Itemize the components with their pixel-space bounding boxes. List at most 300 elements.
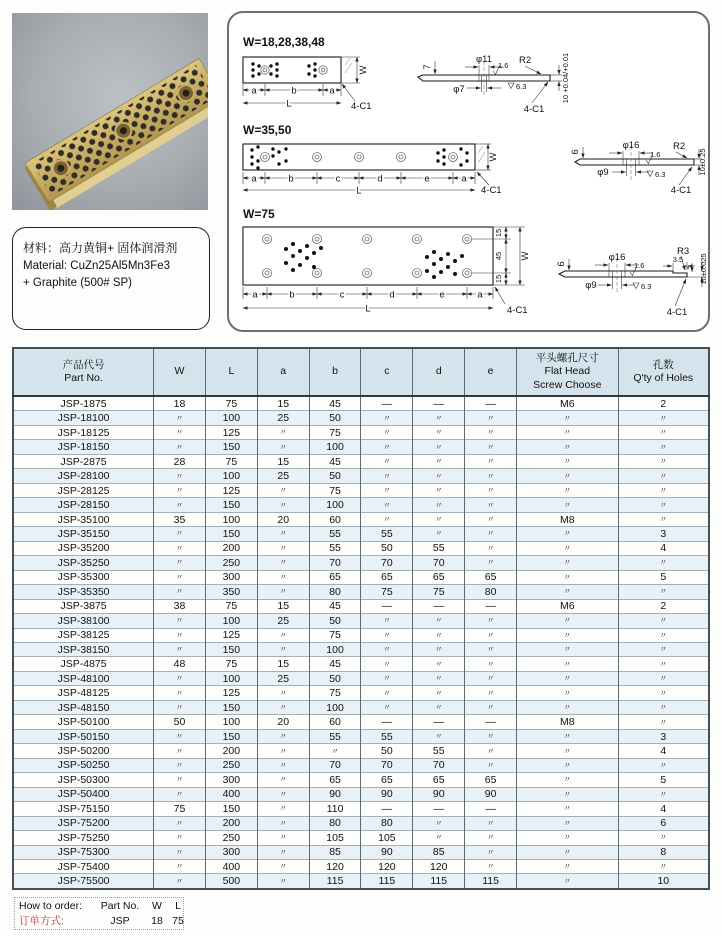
column-header: W — [154, 348, 206, 396]
table-cell: JSP-48125 — [13, 686, 154, 700]
table-row — [13, 614, 709, 628]
table-cell: 125 — [205, 483, 257, 497]
finish-6-3-label: 6.3 — [516, 82, 527, 91]
table-cell: 75 — [154, 802, 206, 816]
table-cell: 〃 — [257, 556, 309, 570]
parts-table-header-row — [13, 348, 709, 396]
column-header: L — [205, 348, 257, 396]
table-row — [13, 686, 709, 700]
width-label: W — [358, 65, 369, 75]
product-photo — [12, 13, 208, 210]
chamfer-label: 4-C1 — [666, 307, 688, 318]
table-cell: 50 — [309, 469, 361, 483]
table-cell: 100 — [309, 642, 361, 656]
table-cell: 125 — [205, 686, 257, 700]
dim-d: d — [377, 173, 383, 185]
table-cell: 〃 — [361, 425, 413, 439]
table-cell: 4 — [618, 744, 709, 758]
table-row — [13, 802, 709, 816]
table-cell: JSP-38100 — [13, 614, 154, 628]
table-cell: 〃 — [361, 498, 413, 512]
table-cell: 〃 — [465, 686, 517, 700]
table-cell: 〃 — [517, 585, 619, 599]
table-cell: 〃 — [465, 671, 517, 685]
table-cell: 〃 — [361, 671, 413, 685]
table-cell: 75 — [205, 454, 257, 468]
table-cell: 〃 — [257, 541, 309, 555]
table-cell: 50 — [309, 614, 361, 628]
table-row — [13, 440, 709, 454]
section2-title: W=35,50 — [243, 123, 292, 137]
table-cell: 125 — [205, 425, 257, 439]
table-cell: 200 — [205, 541, 257, 555]
counterbore-dia-label: φ16 — [608, 252, 626, 263]
table-cell: — — [413, 715, 465, 729]
table-cell: 〃 — [618, 758, 709, 772]
table-cell: 25 — [257, 469, 309, 483]
table-cell: 150 — [205, 498, 257, 512]
table-cell: 55 — [413, 541, 465, 555]
table-cell: 75 — [361, 585, 413, 599]
table-cell: JSP-75250 — [13, 831, 154, 845]
table-cell: 〃 — [465, 758, 517, 772]
table-cell: 〃 — [257, 845, 309, 859]
table-cell: 〃 — [154, 758, 206, 772]
table-cell: 80 — [309, 816, 361, 830]
table-cell: 〃 — [154, 845, 206, 859]
table-cell: — — [361, 715, 413, 729]
table-cell: 〃 — [465, 729, 517, 743]
table-cell: 150 — [205, 729, 257, 743]
table-cell: 65 — [465, 773, 517, 787]
material-note — [12, 227, 210, 330]
column-header: e — [465, 348, 517, 396]
finish-1-6-label: 1.6 — [498, 61, 509, 70]
table-cell: — — [465, 599, 517, 613]
table-row — [13, 556, 709, 570]
table-cell: 〃 — [257, 744, 309, 758]
table-cell: 〃 — [517, 642, 619, 656]
table-cell: 60 — [309, 715, 361, 729]
table-cell: 60 — [309, 512, 361, 526]
table-row — [13, 758, 709, 772]
table-cell: 〃 — [413, 483, 465, 497]
table-cell: 〃 — [154, 541, 206, 555]
table-cell: 〃 — [257, 642, 309, 656]
table-cell: 〃 — [618, 700, 709, 714]
table-cell: 〃 — [413, 657, 465, 671]
table-cell: 〃 — [465, 541, 517, 555]
table-cell: 〃 — [154, 787, 206, 801]
table-row — [13, 715, 709, 729]
table-cell: — — [361, 802, 413, 816]
table-cell: 100 — [205, 411, 257, 425]
table-cell: 100 — [309, 700, 361, 714]
table-cell: 115 — [309, 874, 361, 889]
table-cell: 〃 — [154, 498, 206, 512]
table-cell: 〃 — [154, 469, 206, 483]
finish-6-3-label: 6.3 — [641, 282, 652, 291]
table-row — [13, 845, 709, 859]
table-cell: 〃 — [154, 440, 206, 454]
table-cell: 150 — [205, 802, 257, 816]
table-cell: 〃 — [618, 628, 709, 642]
table-cell: 〃 — [257, 758, 309, 772]
table-cell: JSP-18150 — [13, 440, 154, 454]
table-row — [13, 787, 709, 801]
table-row — [13, 700, 709, 714]
table-cell: 〃 — [618, 512, 709, 526]
table-row — [13, 729, 709, 743]
order-row2-label: 订单方式: — [19, 914, 64, 927]
table-cell: 〃 — [413, 454, 465, 468]
table-cell: — — [465, 802, 517, 816]
side-dim-45: 45 — [494, 251, 503, 261]
table-cell: 〃 — [618, 411, 709, 425]
table-cell: 〃 — [465, 425, 517, 439]
table-cell: 〃 — [465, 469, 517, 483]
table-cell: JSP-35200 — [13, 541, 154, 555]
table-cell: 〃 — [154, 816, 206, 830]
table-cell: 55 — [309, 541, 361, 555]
table-cell: 125 — [205, 628, 257, 642]
dim-e: e — [424, 173, 430, 185]
table-cell: JSP-35350 — [13, 585, 154, 599]
chamfer-label: 4-C1 — [481, 185, 502, 196]
order-row2-w: 18 — [151, 914, 163, 927]
section1-title: W=18,28,38,48 — [243, 35, 325, 49]
table-cell: JSP-28125 — [13, 483, 154, 497]
table-cell: 〃 — [618, 831, 709, 845]
edge-dim-label: 6 — [556, 261, 567, 267]
table-cell: 〃 — [309, 744, 361, 758]
table-cell: 55 — [361, 729, 413, 743]
table-cell: 〃 — [154, 686, 206, 700]
dim-b: b — [291, 85, 297, 97]
table-cell: 〃 — [413, 671, 465, 685]
table-cell: 〃 — [465, 440, 517, 454]
table-cell: 〃 — [465, 556, 517, 570]
step-width-label: 3.5 — [672, 255, 684, 264]
drawing-section-2 — [243, 123, 707, 197]
table-cell: 〃 — [257, 498, 309, 512]
dim-a2: a — [329, 85, 335, 97]
table-cell: 120 — [309, 860, 361, 874]
table-cell: 115 — [465, 874, 517, 889]
table-cell: — — [413, 599, 465, 613]
table-cell: 115 — [413, 874, 465, 889]
table-cell: 〃 — [154, 860, 206, 874]
table-row — [13, 671, 709, 685]
table-cell: 70 — [413, 758, 465, 772]
parts-table-grid — [12, 347, 710, 890]
table-cell: 105 — [361, 831, 413, 845]
table-cell: 75 — [413, 585, 465, 599]
table-cell: 〃 — [517, 527, 619, 541]
table-cell: 45 — [309, 454, 361, 468]
table-cell: 〃 — [465, 628, 517, 642]
table-cell: 48 — [154, 657, 206, 671]
table-cell: 〃 — [257, 686, 309, 700]
table-cell: 70 — [361, 758, 413, 772]
table-cell: 150 — [205, 642, 257, 656]
table-cell: 〃 — [465, 860, 517, 874]
side-dim-15-bottom: 15 — [494, 274, 503, 284]
table-cell: 500 — [205, 874, 257, 889]
table-row — [13, 816, 709, 830]
table-cell: 250 — [205, 831, 257, 845]
dim-a1: a — [251, 173, 257, 185]
table-cell: 〃 — [517, 773, 619, 787]
table-cell: 〃 — [257, 816, 309, 830]
edge-dim-label: 7 — [422, 64, 433, 70]
table-row — [13, 498, 709, 512]
table-cell: 〃 — [257, 527, 309, 541]
table-cell: 〃 — [465, 411, 517, 425]
table-cell: 〃 — [154, 831, 206, 845]
table-cell: 〃 — [154, 527, 206, 541]
table-cell: M6 — [517, 599, 619, 613]
table-cell: JSP-75300 — [13, 845, 154, 859]
counterbore-dia-label: φ16 — [622, 140, 640, 151]
table-cell: 〃 — [618, 671, 709, 685]
table-cell: 35 — [154, 512, 206, 526]
table-cell: 〃 — [517, 729, 619, 743]
table-cell: 〃 — [517, 570, 619, 584]
table-cell: 90 — [465, 787, 517, 801]
table-cell: 20 — [257, 512, 309, 526]
table-cell: 〃 — [154, 425, 206, 439]
table-cell: 400 — [205, 860, 257, 874]
step-height-label: 2 — [682, 264, 691, 270]
table-cell: 100 — [309, 498, 361, 512]
table-cell: 400 — [205, 787, 257, 801]
table-cell: 18 — [154, 396, 206, 411]
table-cell: JSP-48100 — [13, 671, 154, 685]
table-cell: 75 — [309, 686, 361, 700]
table-cell: 〃 — [257, 831, 309, 845]
radius-label: R2 — [519, 55, 532, 66]
table-cell: 〃 — [154, 614, 206, 628]
table-cell: 105 — [309, 831, 361, 845]
table-cell: 〃 — [618, 657, 709, 671]
radius-label: R3 — [677, 246, 690, 257]
table-cell: 〃 — [154, 411, 206, 425]
table-cell: 〃 — [154, 700, 206, 714]
table-cell: 〃 — [465, 498, 517, 512]
table-cell: 90 — [361, 787, 413, 801]
table-cell: 〃 — [361, 628, 413, 642]
table-cell: 〃 — [361, 512, 413, 526]
table-row — [13, 628, 709, 642]
table-cell: 〃 — [413, 411, 465, 425]
table-cell: 50 — [154, 715, 206, 729]
table-cell: 〃 — [257, 425, 309, 439]
table-cell: 250 — [205, 758, 257, 772]
table-cell: 〃 — [517, 657, 619, 671]
table-cell: JSP-28150 — [13, 498, 154, 512]
order-info-box — [14, 897, 184, 930]
table-cell: 〃 — [618, 454, 709, 468]
hole-dia-label: φ9 — [585, 280, 597, 291]
table-cell: 45 — [309, 396, 361, 411]
table-cell: 65 — [361, 773, 413, 787]
material-line-zh: 材料：高力黄铜+ 固体润滑剂 — [23, 241, 178, 255]
table-cell: 〃 — [257, 860, 309, 874]
width-label: W — [520, 251, 531, 261]
table-cell: 〃 — [257, 628, 309, 642]
drawing-section-1 — [243, 35, 570, 115]
table-cell: 〃 — [465, 527, 517, 541]
table-cell: JSP-35250 — [13, 556, 154, 570]
table-row — [13, 831, 709, 845]
table-cell: — — [361, 396, 413, 411]
dim-a1: a — [252, 289, 258, 301]
table-cell: — — [465, 396, 517, 411]
table-row — [13, 744, 709, 758]
column-header: c — [361, 348, 413, 396]
length-label: L — [365, 303, 371, 315]
order-row2-l: 75 — [172, 914, 184, 927]
table-cell: 80 — [309, 585, 361, 599]
table-cell: 100 — [205, 512, 257, 526]
table-cell: 〃 — [154, 671, 206, 685]
table-cell: 〃 — [517, 498, 619, 512]
table-cell: 5 — [618, 570, 709, 584]
table-cell: 〃 — [517, 425, 619, 439]
table-cell: 〃 — [618, 860, 709, 874]
material-line-en1: Material: CuZn25Al5Mn3Fe3 — [23, 259, 171, 272]
table-cell: 〃 — [257, 483, 309, 497]
table-cell: 〃 — [465, 744, 517, 758]
material-line-en2: + Graphite (500# SP) — [23, 277, 132, 290]
table-cell: 20 — [257, 715, 309, 729]
order-row1-label: How to order: — [19, 900, 83, 913]
table-cell: 120 — [361, 860, 413, 874]
table-cell: 120 — [413, 860, 465, 874]
table-cell: JSP-50100 — [13, 715, 154, 729]
table-cell: 85 — [309, 845, 361, 859]
table-cell: 〃 — [154, 744, 206, 758]
length-label: L — [356, 185, 362, 197]
table-cell: 〃 — [517, 744, 619, 758]
table-cell: 〃 — [618, 440, 709, 454]
dim-a2: a — [461, 173, 467, 185]
hole-dia-label: φ9 — [597, 167, 609, 178]
table-cell: 65 — [361, 570, 413, 584]
table-cell: 〃 — [413, 729, 465, 743]
table-cell: 〃 — [517, 440, 619, 454]
table-cell: 100 — [205, 614, 257, 628]
table-row — [13, 425, 709, 439]
table-cell: 3 — [618, 527, 709, 541]
table-cell: 〃 — [618, 686, 709, 700]
table-cell: 75 — [205, 396, 257, 411]
parts-table-body — [13, 396, 709, 889]
table-cell: 〃 — [517, 816, 619, 830]
table-row — [13, 541, 709, 555]
table-cell: M8 — [517, 715, 619, 729]
table-cell: — — [361, 599, 413, 613]
table-cell: 〃 — [154, 773, 206, 787]
table-cell: 〃 — [361, 700, 413, 714]
table-cell: JSP-50150 — [13, 729, 154, 743]
table-row — [13, 527, 709, 541]
table-row — [13, 585, 709, 599]
table-cell: JSP-18125 — [13, 425, 154, 439]
table-cell: JSP-75400 — [13, 860, 154, 874]
table-cell: 〃 — [517, 628, 619, 642]
table-cell: 150 — [205, 700, 257, 714]
counterbore-dia-label: φ11 — [475, 54, 493, 65]
table-cell: 〃 — [618, 469, 709, 483]
table-cell: 〃 — [154, 874, 206, 889]
table-cell: JSP-35150 — [13, 527, 154, 541]
table-cell: 〃 — [154, 483, 206, 497]
table-cell: 50 — [309, 411, 361, 425]
table-cell: 8 — [618, 845, 709, 859]
table-cell: 〃 — [618, 787, 709, 801]
table-cell: 28 — [154, 454, 206, 468]
table-cell: 90 — [413, 787, 465, 801]
table-cell: JSP-38125 — [13, 628, 154, 642]
table-cell: 50 — [361, 744, 413, 758]
table-cell: JSP-28100 — [13, 469, 154, 483]
table-cell: 100 — [205, 715, 257, 729]
column-header: d — [413, 348, 465, 396]
table-cell: JSP-35100 — [13, 512, 154, 526]
table-cell: — — [413, 396, 465, 411]
table-row — [13, 773, 709, 787]
dim-b: b — [289, 289, 295, 301]
table-cell: 〃 — [361, 454, 413, 468]
table-cell: 65 — [413, 570, 465, 584]
table-cell: 〃 — [618, 483, 709, 497]
edge-dim-label: 6 — [570, 149, 581, 155]
finish-6-3-label: 6.3 — [655, 170, 666, 179]
table-cell: 〃 — [517, 831, 619, 845]
table-cell: 〃 — [257, 773, 309, 787]
column-header: 产品代号 Part No. — [13, 348, 154, 396]
table-cell: 〃 — [413, 440, 465, 454]
table-cell: 〃 — [154, 642, 206, 656]
table-cell: 65 — [465, 570, 517, 584]
table-row — [13, 483, 709, 497]
table-cell: 〃 — [618, 715, 709, 729]
table-cell: 55 — [361, 527, 413, 541]
length-label: L — [286, 98, 292, 110]
table-cell: JSP-18100 — [13, 411, 154, 425]
table-cell: 〃 — [257, 729, 309, 743]
table-cell: 〃 — [154, 556, 206, 570]
dim-e: e — [439, 289, 445, 301]
table-cell: 〃 — [465, 454, 517, 468]
table-cell: 〃 — [517, 454, 619, 468]
table-cell: 70 — [309, 758, 361, 772]
table-cell: 〃 — [361, 614, 413, 628]
table-cell: 350 — [205, 585, 257, 599]
table-row — [13, 642, 709, 656]
table-cell: 〃 — [465, 845, 517, 859]
table-cell: 〃 — [465, 642, 517, 656]
side-dim-15-top: 15 — [494, 228, 503, 238]
table-cell: 〃 — [517, 874, 619, 889]
table-cell: 〃 — [413, 498, 465, 512]
table-cell: 6 — [618, 816, 709, 830]
table-cell: JSP-3875 — [13, 599, 154, 613]
chamfer-label: 4-C1 — [351, 101, 372, 112]
table-cell: 65 — [413, 773, 465, 787]
